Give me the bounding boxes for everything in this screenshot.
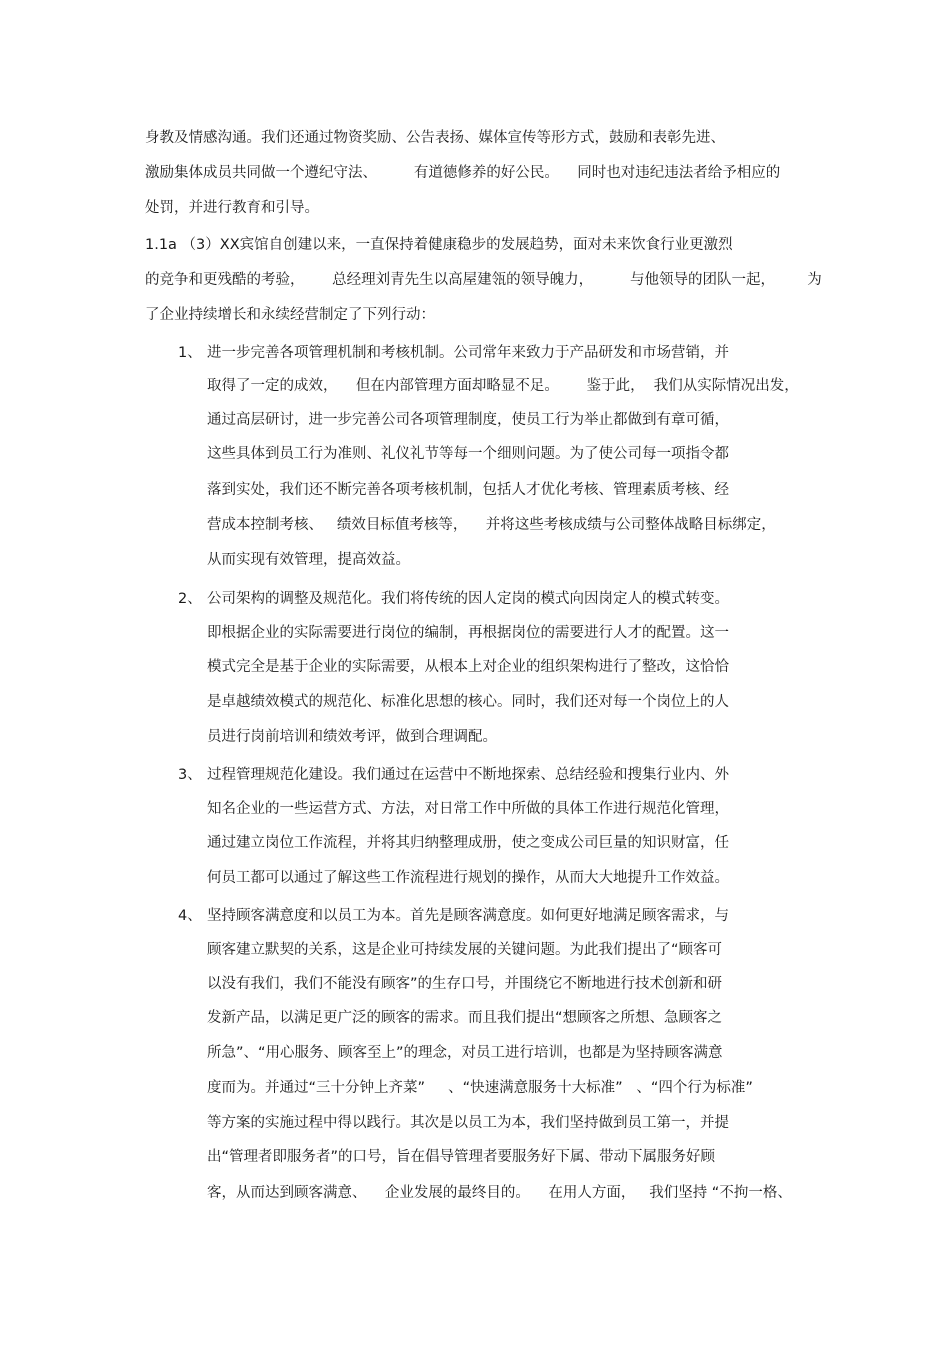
item-4-line-6: 度而为。并通过“三十分钟上齐菜” 、“快速满意服务十大标准” 、“四个行为标准” xyxy=(207,1080,753,1096)
item-2-line-4: 是卓越绩效模式的规范化、标准化思想的核心。同时，我们还对每一个岗位上的人 xyxy=(207,694,729,710)
section-line-1: 1.1a （3）XX宾馆自创建以来，一直保持着健康稳步的发展趋势，面对未来饮食行业更激烈 xyxy=(145,237,733,253)
item-1-line-4: 这些具体到员工行为准则、礼仪礼节等每一个细则问题。为了使公司每一项指令都 xyxy=(207,446,729,462)
item-1-line-3: 通过高层研讨，进一步完善公司各项管理制度，使员工行为举止都做到有章可循， xyxy=(207,412,729,428)
item-4-line-1: 坚持顾客满意度和以员工为本。首先是顾客满意度。如何更好地满足顾客需求，与 xyxy=(207,908,729,924)
item-4-line-7: 等方案的实施过程中得以践行。其次是以员工为本，我们坚持做到员工第一，并提 xyxy=(207,1115,729,1131)
item-1-line-6: 营成本控制考核、 绩效目标值考核等， 并将这些考核成绩与公司整体战略目标绑定， xyxy=(207,517,776,533)
item-1-number: 1、 xyxy=(178,345,202,361)
section-line-3: 了企业持续增长和永续经营制定了下列行动： xyxy=(145,307,435,323)
item-2-line-5: 员进行岗前培训和绩效考评，做到合理调配。 xyxy=(207,729,497,745)
intro-line-2: 激励集体成员共同做一个遵纪守法、 有道德修养的好公民。 同时也对违纪违法者给予相应的 xyxy=(145,165,781,181)
item-1-line-1: 进一步完善各项管理机制和考核机制。公司常年来致力于产品研发和市场营销，并 xyxy=(207,345,729,361)
item-2-line-3: 模式完全是基于企业的实际需要，从根本上对企业的组织架构进行了整改，这恰恰 xyxy=(207,659,729,675)
item-1-line-2: 取得了一定的成效， 但在内部管理方面却略显不足。 鉴于此， 我们从实际情况出发， xyxy=(207,378,799,394)
item-1-line-5: 落到实处，我们还不断完善各项考核机制，包括人才优化考核、管理素质考核、经 xyxy=(207,482,729,498)
item-1-line-7: 从而实现有效管理，提高效益。 xyxy=(207,552,410,568)
item-4-line-9: 客，从而达到顾客满意、 企业发展的最终目的。 在用人方面， 我们坚持 “不拘一格、 xyxy=(207,1185,792,1201)
item-4-line-3: 以没有我们，我们不能没有顾客”的生存口号，并围绕它不断地进行技术创新和研 xyxy=(207,976,723,992)
item-3-line-2: 知名企业的一些运营方式、方法，对日常工作中所做的具体工作进行规范化管理， xyxy=(207,801,729,817)
item-3-line-4: 何员工都可以通过了解这些工作流程进行规划的操作，从而大大地提升工作效益。 xyxy=(207,870,729,886)
item-3-line-3: 通过建立岗位工作流程，并将其归纳整理成册，使之变成公司巨量的知识财富，任 xyxy=(207,835,729,851)
item-4-line-5: 所急”、“用心服务、顾客至上”的理念，对员工进行培训，也都是为坚持顾客满意 xyxy=(207,1045,723,1061)
item-4-line-8: 出“管理者即服务者”的口号，旨在倡导管理者要服务好下属、带动下属服务好顾 xyxy=(207,1149,716,1165)
item-2-line-1: 公司架构的调整及规范化。我们将传统的因人定岗的模式向因岗定人的模式转变。 xyxy=(207,591,729,607)
item-4-line-4: 发新产品，以满足更广泛的顾客的需求。而且我们提出“想顾客之所想、急顾客之 xyxy=(207,1010,723,1026)
intro-line-1: 身教及情感沟通。我们还通过物资奖励、公告表扬、媒体宣传等形方式，鼓励和表彰先进、 xyxy=(145,130,725,146)
item-4-number: 4、 xyxy=(178,908,202,924)
intro-line-3: 处罚，并进行教育和引导。 xyxy=(145,200,319,216)
item-3-number: 3、 xyxy=(178,767,202,783)
item-3-line-1: 过程管理规范化建设。我们通过在运营中不断地探索、总结经验和搜集行业内、外 xyxy=(207,767,729,783)
section-line-2: 的竞争和更残酷的考验， 总经理刘青先生以高屋建瓴的领导魄力， 与他领导的团队一起， 为 xyxy=(145,272,822,288)
item-4-line-2: 顾客建立默契的关系，这是企业可持续发展的关键问题。为此我们提出了“顾客可 xyxy=(207,942,723,958)
item-2-line-2: 即根据企业的实际需要进行岗位的编制，再根据岗位的需要进行人才的配置。这一 xyxy=(207,625,729,641)
item-2-number: 2、 xyxy=(178,591,202,607)
